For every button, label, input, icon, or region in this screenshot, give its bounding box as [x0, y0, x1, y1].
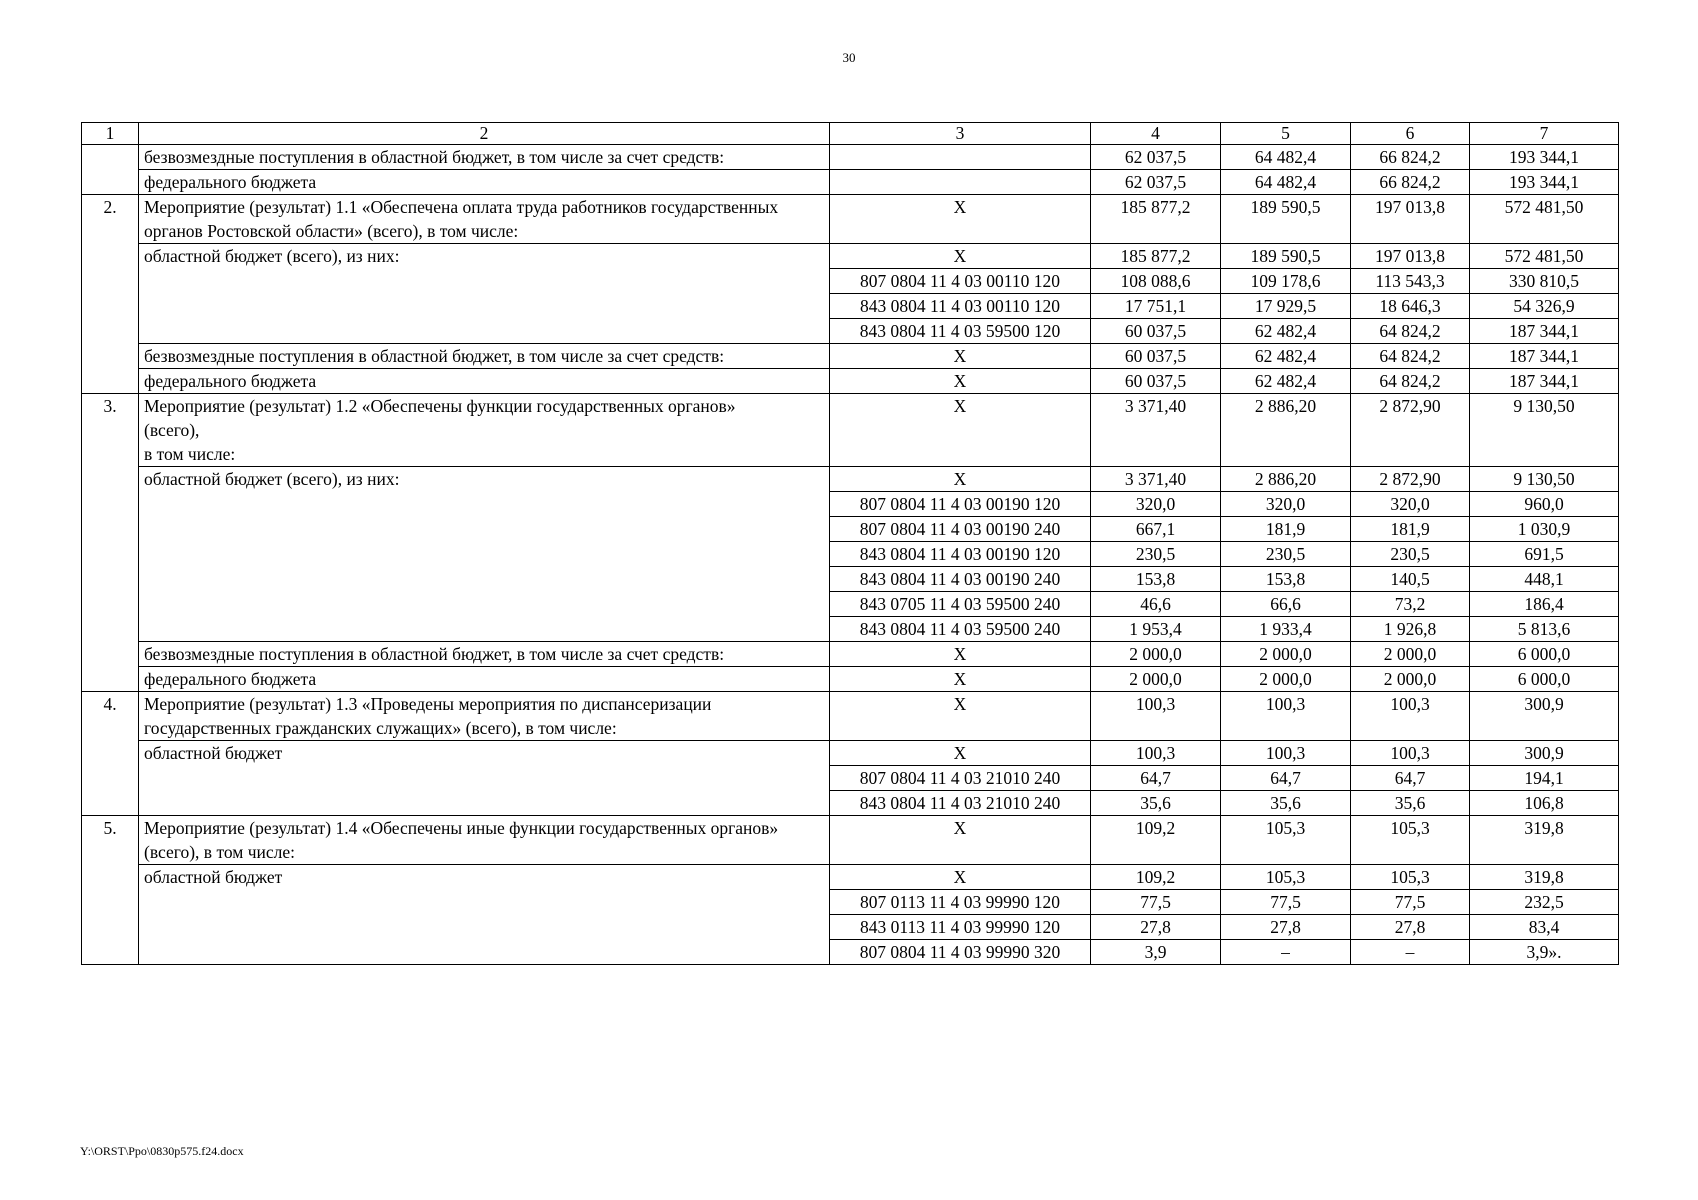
value-cell: 64 824,2: [1351, 344, 1470, 369]
value-cell: 181,9: [1351, 517, 1470, 542]
value-cell: 2 886,20: [1221, 394, 1351, 467]
activity-title: [139, 394, 830, 467]
value-cell: 9 130,50: [1470, 467, 1619, 492]
code-cell: 843 0804 11 4 03 00190 240: [830, 567, 1091, 592]
value-cell: –: [1221, 940, 1351, 965]
value-cell: 2 000,0: [1221, 667, 1351, 692]
code-cell: [830, 170, 1091, 195]
code-cell: 807 0804 11 4 03 00110 120: [830, 269, 1091, 294]
value-cell: 194,1: [1470, 766, 1619, 791]
page-number: 30: [842, 50, 856, 65]
code-cell: 843 0804 11 4 03 00110 120: [830, 294, 1091, 319]
value-cell: 64 482,4: [1221, 145, 1351, 170]
value-cell: 320,0: [1221, 492, 1351, 517]
code-cell: 807 0804 11 4 03 99990 320: [830, 940, 1091, 965]
value-cell: 105,3: [1351, 816, 1470, 865]
value-cell: 77,5: [1091, 890, 1221, 915]
value-cell: 230,5: [1351, 542, 1470, 567]
code-cell: 843 0705 11 4 03 59500 240: [830, 592, 1091, 617]
value-cell: 320,0: [1091, 492, 1221, 517]
table-row: [82, 865, 1619, 890]
code-cell: 843 0804 11 4 03 21010 240: [830, 791, 1091, 816]
value-cell: 187 344,1: [1470, 344, 1619, 369]
value-cell: 27,8: [1221, 915, 1351, 940]
value-cell: 60 037,5: [1091, 319, 1221, 344]
code-cell: 843 0804 11 4 03 59500 120: [830, 319, 1091, 344]
funding-label: областной бюджет: [139, 741, 830, 816]
header-cell: 4: [1091, 123, 1221, 145]
funding-label: федерального бюджета: [139, 667, 830, 692]
value-cell: 64 824,2: [1351, 369, 1470, 394]
value-cell: 100,3: [1091, 692, 1221, 741]
header-cell: 2: [139, 123, 830, 145]
table-row: [82, 741, 1619, 766]
value-cell: 27,8: [1091, 915, 1221, 940]
value-cell: 572 481,50: [1470, 244, 1619, 269]
value-cell: 113 543,3: [1351, 269, 1470, 294]
value-cell: 46,6: [1091, 592, 1221, 617]
value-cell: 197 013,8: [1351, 244, 1470, 269]
funding-label: областной бюджет (всего), из них:: [139, 467, 830, 642]
value-cell: 1 933,4: [1221, 617, 1351, 642]
value-cell: 100,3: [1351, 692, 1470, 741]
value-cell: 330 810,5: [1470, 269, 1619, 294]
table-row: [82, 816, 1619, 865]
value-cell: 62 482,4: [1221, 319, 1351, 344]
row-number-cell: 3.: [82, 394, 139, 692]
row-number-cell: 2.: [82, 195, 139, 394]
value-cell: 193 344,1: [1470, 145, 1619, 170]
activity-title-line: Мероприятие (результат) 1.2 «Обеспечены функции государственных органов»: [144, 396, 736, 416]
funding-label: безвозмездные поступления в областной бюджет, в том числе за счет средств:: [139, 344, 830, 369]
code-cell: 807 0113 11 4 03 99990 120: [830, 890, 1091, 915]
value-cell: 6 000,0: [1470, 642, 1619, 667]
budget-table: [81, 122, 1619, 965]
value-cell: 2 000,0: [1351, 667, 1470, 692]
value-cell: 64,7: [1221, 766, 1351, 791]
value-cell: 17 751,1: [1091, 294, 1221, 319]
value-cell: 232,5: [1470, 890, 1619, 915]
header-cell: 7: [1470, 123, 1619, 145]
activity-title: Мероприятие (результат) 1.4 «Обеспечены иные функции государственных органов» (всего), в том числе:: [139, 816, 830, 865]
value-cell: 5 813,6: [1470, 617, 1619, 642]
value-cell: 109 178,6: [1221, 269, 1351, 294]
funding-label: федерального бюджета: [139, 369, 830, 394]
value-cell: 691,5: [1470, 542, 1619, 567]
code-cell: 843 0113 11 4 03 99990 120: [830, 915, 1091, 940]
value-cell: 66,6: [1221, 592, 1351, 617]
value-cell: 109,2: [1091, 865, 1221, 890]
funding-label: областной бюджет (всего), из них:: [139, 244, 830, 344]
activity-title-line: в том числе:: [144, 444, 236, 464]
value-cell: 1 926,8: [1351, 617, 1470, 642]
value-cell: 189 590,5: [1221, 195, 1351, 244]
value-cell: 187 344,1: [1470, 369, 1619, 394]
value-cell: 667,1: [1091, 517, 1221, 542]
code-cell: [830, 145, 1091, 170]
table-row: [82, 145, 1619, 170]
row-number-cell: 4.: [82, 692, 139, 816]
funding-label: областной бюджет: [139, 865, 830, 965]
value-cell: 9 130,50: [1470, 394, 1619, 467]
value-cell: 1 030,9: [1470, 517, 1619, 542]
activity-title-line: (всего),: [144, 420, 200, 440]
value-cell: 2 886,20: [1221, 467, 1351, 492]
value-cell: 320,0: [1351, 492, 1470, 517]
value-cell: 230,5: [1091, 542, 1221, 567]
value-cell: 572 481,50: [1470, 195, 1619, 244]
value-cell: 300,9: [1470, 692, 1619, 741]
value-cell: 448,1: [1470, 567, 1619, 592]
code-cell: X: [830, 816, 1091, 865]
row-number-cell: [82, 145, 139, 195]
value-cell: 62 037,5: [1091, 145, 1221, 170]
value-cell: 3 371,40: [1091, 394, 1221, 467]
value-cell: 54 326,9: [1470, 294, 1619, 319]
code-cell: X: [830, 865, 1091, 890]
value-cell: 62 037,5: [1091, 170, 1221, 195]
value-cell: 60 037,5: [1091, 344, 1221, 369]
table-row: [82, 170, 1619, 195]
table-row: [82, 667, 1619, 692]
value-cell: 17 929,5: [1221, 294, 1351, 319]
value-cell: 187 344,1: [1470, 319, 1619, 344]
value-cell: –: [1351, 940, 1470, 965]
value-cell: 64 824,2: [1351, 319, 1470, 344]
value-cell: 319,8: [1470, 816, 1619, 865]
value-cell: 27,8: [1351, 915, 1470, 940]
value-cell: 2 000,0: [1091, 667, 1221, 692]
value-cell: 35,6: [1091, 791, 1221, 816]
value-cell: 2 000,0: [1221, 642, 1351, 667]
table-row: [82, 244, 1619, 269]
value-cell: 960,0: [1470, 492, 1619, 517]
table-row: [82, 195, 1619, 244]
value-cell: 100,3: [1351, 741, 1470, 766]
table-header-row: [82, 123, 1619, 145]
code-cell: X: [830, 244, 1091, 269]
value-cell: 185 877,2: [1091, 195, 1221, 244]
code-cell: X: [830, 692, 1091, 741]
value-cell: 64,7: [1351, 766, 1470, 791]
code-cell: X: [830, 642, 1091, 667]
value-cell: 2 000,0: [1351, 642, 1470, 667]
code-cell: X: [830, 394, 1091, 467]
value-cell: 3 371,40: [1091, 467, 1221, 492]
code-cell: X: [830, 467, 1091, 492]
row-number-cell: 5.: [82, 816, 139, 965]
value-cell: 60 037,5: [1091, 369, 1221, 394]
funding-label: безвозмездные поступления в областной бюджет, в том числе за счет средств:: [139, 642, 830, 667]
value-cell: 106,8: [1470, 791, 1619, 816]
value-cell: 64 482,4: [1221, 170, 1351, 195]
value-cell: 77,5: [1221, 890, 1351, 915]
value-cell: 2 000,0: [1091, 642, 1221, 667]
value-cell: 1 953,4: [1091, 617, 1221, 642]
value-cell: 185 877,2: [1091, 244, 1221, 269]
table-row: [82, 394, 1619, 467]
header-cell: 5: [1221, 123, 1351, 145]
code-cell: 807 0804 11 4 03 00190 120: [830, 492, 1091, 517]
value-cell: 186,4: [1470, 592, 1619, 617]
value-cell: 230,5: [1221, 542, 1351, 567]
value-cell: 105,3: [1221, 816, 1351, 865]
funding-label: федерального бюджета: [139, 170, 830, 195]
code-cell: 843 0804 11 4 03 59500 240: [830, 617, 1091, 642]
funding-label: безвозмездные поступления в областной бюджет, в том числе за счет средств:: [139, 145, 830, 170]
value-cell: 66 824,2: [1351, 170, 1470, 195]
value-cell: 100,3: [1221, 692, 1351, 741]
value-cell: 100,3: [1091, 741, 1221, 766]
activity-title: Мероприятие (результат) 1.1 «Обеспечена оплата труда работников государственных органов Ростовской области» (всего), в том числе:: [139, 195, 830, 244]
header-cell: 6: [1351, 123, 1470, 145]
value-cell: 100,3: [1221, 741, 1351, 766]
value-cell: 153,8: [1221, 567, 1351, 592]
table-row: [82, 344, 1619, 369]
value-cell: 108 088,6: [1091, 269, 1221, 294]
value-cell: 18 646,3: [1351, 294, 1470, 319]
activity-title: Мероприятие (результат) 1.3 «Проведены мероприятия по диспансеризации государственных гражданских служащих» (всего), в том числе:: [139, 692, 830, 741]
value-cell: 109,2: [1091, 816, 1221, 865]
table-row: [82, 692, 1619, 741]
code-cell: 843 0804 11 4 03 00190 120: [830, 542, 1091, 567]
value-cell: 62 482,4: [1221, 344, 1351, 369]
value-cell: 300,9: [1470, 741, 1619, 766]
value-cell: 77,5: [1351, 890, 1470, 915]
code-cell: 807 0804 11 4 03 21010 240: [830, 766, 1091, 791]
value-cell: 6 000,0: [1470, 667, 1619, 692]
table-row: [82, 369, 1619, 394]
header-cell: 3: [830, 123, 1091, 145]
code-cell: X: [830, 195, 1091, 244]
value-cell: 319,8: [1470, 865, 1619, 890]
value-cell: 181,9: [1221, 517, 1351, 542]
value-cell: 35,6: [1221, 791, 1351, 816]
code-cell: 807 0804 11 4 03 00190 240: [830, 517, 1091, 542]
value-cell: 83,4: [1470, 915, 1619, 940]
header-cell: 1: [82, 123, 139, 145]
value-cell: 140,5: [1351, 567, 1470, 592]
value-cell: 153,8: [1091, 567, 1221, 592]
value-cell: 197 013,8: [1351, 195, 1470, 244]
value-cell: 73,2: [1351, 592, 1470, 617]
value-cell: 193 344,1: [1470, 170, 1619, 195]
code-cell: X: [830, 344, 1091, 369]
code-cell: X: [830, 741, 1091, 766]
value-cell: 2 872,90: [1351, 394, 1470, 467]
table-row: [82, 467, 1619, 492]
value-cell: 35,6: [1351, 791, 1470, 816]
value-cell: 105,3: [1351, 865, 1470, 890]
value-cell: 64,7: [1091, 766, 1221, 791]
code-cell: X: [830, 369, 1091, 394]
value-cell: 66 824,2: [1351, 145, 1470, 170]
value-cell: 2 872,90: [1351, 467, 1470, 492]
code-cell: X: [830, 667, 1091, 692]
value-cell: 3,9».: [1470, 940, 1619, 965]
footer-file-path: Y:\ORST\Ppo\0830p575.f24.docx: [80, 1144, 244, 1158]
table-row: [82, 642, 1619, 667]
value-cell: 3,9: [1091, 940, 1221, 965]
value-cell: 62 482,4: [1221, 369, 1351, 394]
value-cell: 189 590,5: [1221, 244, 1351, 269]
value-cell: 105,3: [1221, 865, 1351, 890]
